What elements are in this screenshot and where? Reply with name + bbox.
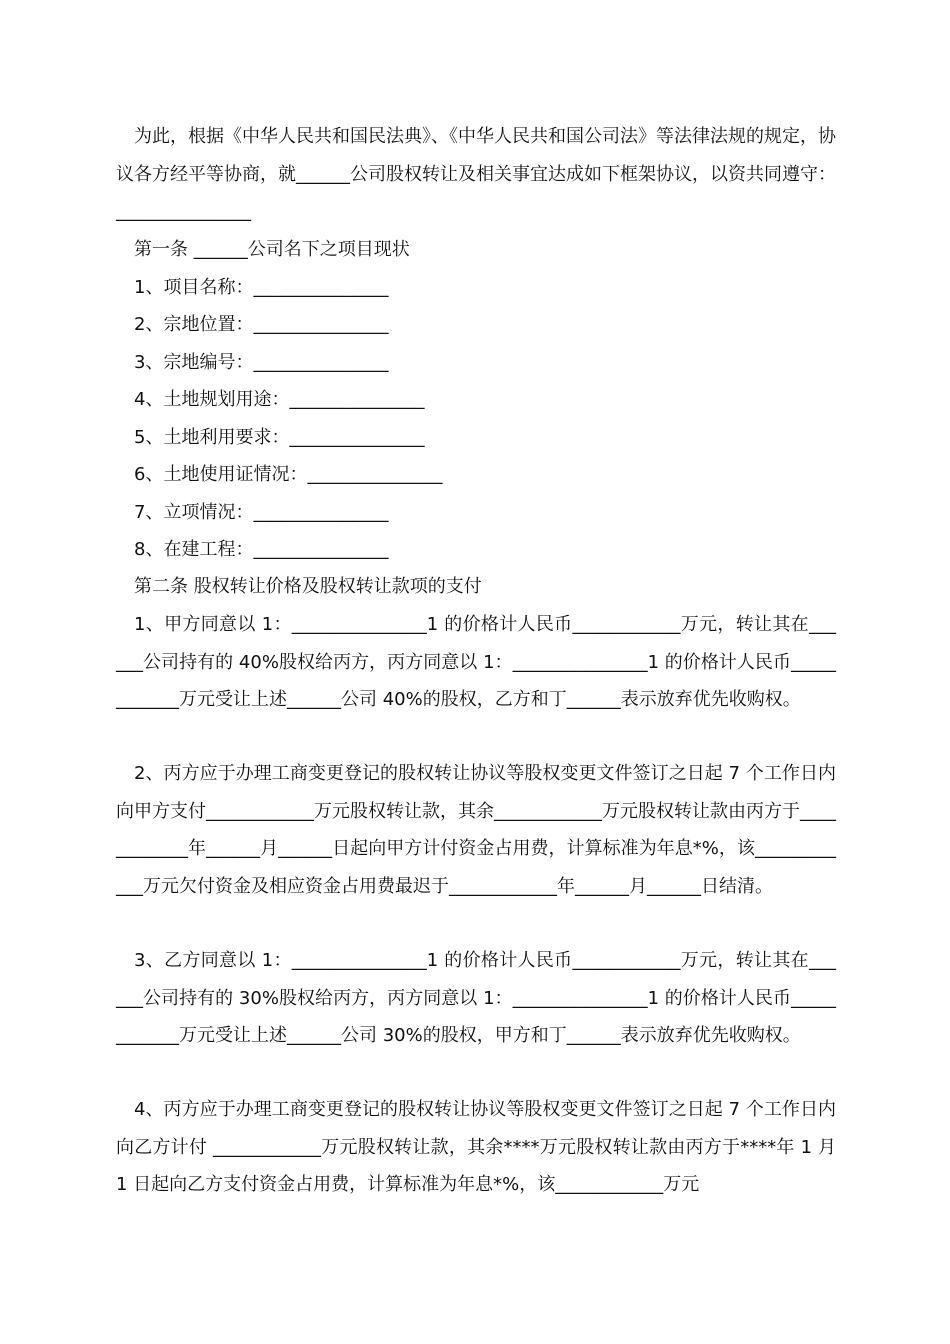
intro-paragraph: 为此，根据《中华人民共和国民法典》、《中华人民共和国公司法》等法律法规的规定，协议各方经平等协商，就______公司股权转让及相关事宜达成如下框架协议，以资共同遵守：_______________ [116, 126, 836, 222]
clause-4: 4、丙方应于办理工商变更登记的股权转让协议等股权变更文件签订之日起 7 个工作日内向乙方计付 ____________万元股权转让款，其余****万元股权转让款由丙方于****年 1 月 1 日起向乙方支付资金占用费，计算标准为年息*%，该____________万元 [116, 1099, 836, 1195]
item-7: 7、立项情况：_______________ [134, 502, 389, 523]
item-1: 1、项目名称：_______________ [134, 277, 389, 298]
article-1-title: 第一条 ______公司名下之项目现状 [134, 239, 410, 260]
clause-3: 3、乙方同意以 1：_______________1 的价格计人民币____________万元，转让其在______公司持有的 30%股权给丙方，丙方同意以 1：_______________1 的价格计人民币____________万元受让上述______公司 30%的股权，甲方和丁______表示放弃优先收购权。 [116, 950, 836, 1046]
item-4: 4、土地规划用途：_______________ [134, 389, 425, 410]
clause-2: 2、丙方应于办理工商变更登记的股权转让协议等股权变更文件签订之日起 7 个工作日内向甲方支付____________万元股权转让款，其余____________万元股权转让款由丙方于____________年______月______日起向甲方计付资金占用费，计算标准为年息*%，该____________万元欠付资金及相应资金占用费最迟于____________年______月______日结清。 [116, 763, 836, 897]
item-6: 6、土地使用证情况：_______________ [134, 464, 443, 485]
item-5: 5、土地利用要求：_______________ [134, 427, 425, 448]
clause-1: 1、甲方同意以 1：_______________1 的价格计人民币____________万元，转让其在______公司持有的 40%股权给丙方，丙方同意以 1：_______________1 的价格计人民币____________万元受让上述______公司 40%的股权，乙方和丁______表示放弃优先收购权。 [116, 614, 836, 710]
item-8: 8、在建工程：_______________ [134, 539, 389, 560]
item-3: 3、宗地编号：_______________ [134, 352, 389, 373]
article-2-title: 第二条 股权转让价格及股权转让款项的支付 [134, 576, 482, 597]
item-2: 2、宗地位置：_______________ [134, 314, 389, 335]
